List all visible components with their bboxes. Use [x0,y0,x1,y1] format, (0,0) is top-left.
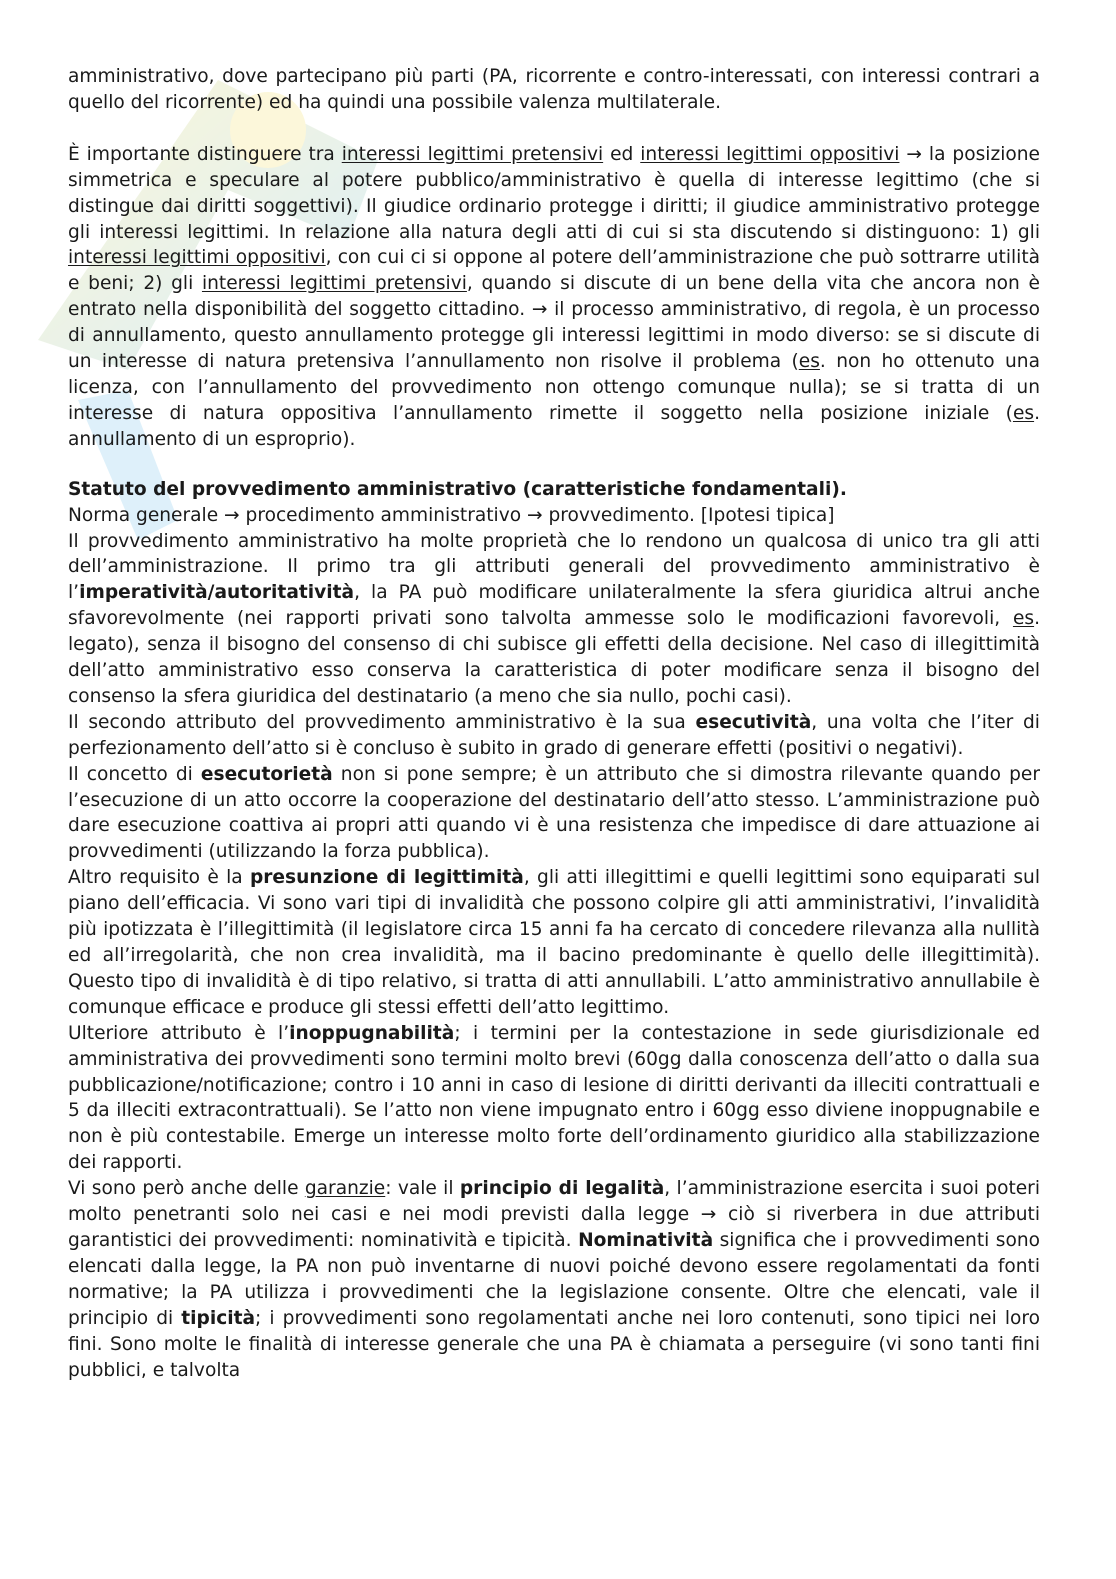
document-page [68,64,1040,1383]
paragraph-garanzie: Vi sono però anche delle garanzie: vale il principio di legalità, l’amministrazione esercita i suoi poteri molto penetranti solo nei casi e nei modi previsti dalla legge → ciò si riverbera in due attributi garantistici dei provvedimenti: nominatività e tipicità. Nominatività significa che i provvedimenti sono elencati dalla legge, la PA non può inventarne di nuovi poiché devono essere regolamentati da fonti normative; la PA utilizza i provvedimenti che la legislazione consente. Oltre che elencati, vale il principio di tipicità; i provvedimenti sono regolamentati anche nei loro contenuti, sono tipici nei loro fini. Sono molte le finalità di interesse generale che una PA è chiamata a perseguire (vi sono tanti fini pubblici, e talvolta [68,1178,1040,1381]
scheme-line: Norma generale → procedimento amministrativo → provvedimento. [Ipotesi tipica] [68,504,835,526]
paragraph-intro: amministrativo, dove partecipano più parti (PA, ricorrente e contro-interessati, con interessi contrari a quello del ricorrente) ed ha quindi una possibile valenza multilaterale. [68,66,1040,113]
paragraph-inoppugnabilita: Ulteriore attributo è l’inoppugnabilità; i termini per la contestazione in sede giurisdizionale ed amministrativa dei provvedimenti sono termini molto brevi (60gg dalla conoscenza dell’atto o dalla sua pubblicazione/notificazione; contro i 10 anni in caso di lesione di diritti derivanti da illeciti contrattuali e 5 da illeciti extracontrattuali). Se l’atto non viene impugnato entro i 60gg esso diviene inoppugnabile e non è più contestabile. Emerge un interesse molto forte dell’ordinamento giuridico alla stabilizzazione dei rapporti. [68,1022,1040,1174]
paragraph-esecutorieta: Il concetto di esecutorietà non si pone sempre; è un attributo che si dimostra rilevante quando per l’esecuzione di un atto occorre la cooperazione del destinatario dell’atto stesso. L’amministrazione può dare esecuzione coattiva ai propri atti quando vi è una resistenza che impedisce di dare attuazione ai provvedimenti (utilizzando la forza pubblica). [68,763,1040,863]
paragraph-interessi-legittimi: È importante distinguere tra interessi legittimi pretensivi ed interessi legittimi oppositivi → la posizione simmetrica e speculare al potere pubblico/amministrativo è quella di interesse legittimo (che si distingue dai diritti soggettivi). Il giudice ordinario protegge i diritti; il giudice amministrativo protegge gli interessi legittimi. In relazione alla natura degli atti di cui si sta discutendo si distinguono: 1) gli interessi legittimi oppositivi, con cui ci si oppone al potere dell’amministrazione che può sottrarre utilità e beni; 2) gli interessi legittimi pretensivi, quando si discute di un bene della vita che ancora non è entrato nella disponibilità del soggetto cittadino. → il processo amministrativo, di regola, è un processo di annullamento, questo annullamento protegge gli interessi legittimi in modo diverso: se si discute di un interesse di natura pretensiva l’annullamento non risolve il problema (es. non ho ottenuto una licenza, con l’annullamento del provvedimento non ottengo comunque nulla); se si tratta di un interesse di natura oppositiva l’annullamento rimette il soggetto nella posizione iniziale (es. annullamento di un esproprio). [68,143,1040,450]
paragraph-imperativita: Il provvedimento amministrativo ha molte proprietà che lo rendono un qualcosa di unico tra gli atti dell’amministrazione. Il primo tra gli attributi generali del provvedimento amministrativo è l’imperatività/autoritatività, la PA può modificare unilateralmente la sfera giuridica altrui anche sfavorevolmente (nei rapporti privati sono talvolta ammesse solo le modificazioni favorevoli, es. legato), senza il bisogno del consenso di chi subisce gli effetti della decisione. Nel caso di illegittimità dell’atto amministrativo esso conserva la caratteristica di poter modificare senza il bisogno del consenso la sfera giuridica del destinatario (a meno che sia nullo, pochi casi). [68,530,1040,707]
section-heading: Statuto del provvedimento amministrativo (caratteristiche fondamentali). [68,478,847,500]
paragraph-presunzione: Altro requisito è la presunzione di legittimità, gli atti illegittimi e quelli legittimi sono equiparati sul piano dell’efficacia. Vi sono vari tipi di invalidità che possono colpire gli atti amministrativi, l’invalidità più ipotizzata è l’illegittimità (il legislatore circa 15 anni fa ha cercato di concedere rilevanza alla nullità ed all’irregolarità, che non crea invalidità, ma il bacino predominante è quello delle illegittimità). Questo tipo di invalidità è di tipo relativo, si tratta di atti annullabili. L’atto amministrativo annullabile è comunque efficace e produce gli stessi effetti dell’atto legittimo. [68,867,1040,1018]
paragraph-esecutivita: Il secondo attributo del provvedimento amministrativo è la sua esecutività, una volta che l’iter di perfezionamento dell’atto si è concluso è subito in grado di generare effetti (positivi o negativi). [68,711,1040,759]
